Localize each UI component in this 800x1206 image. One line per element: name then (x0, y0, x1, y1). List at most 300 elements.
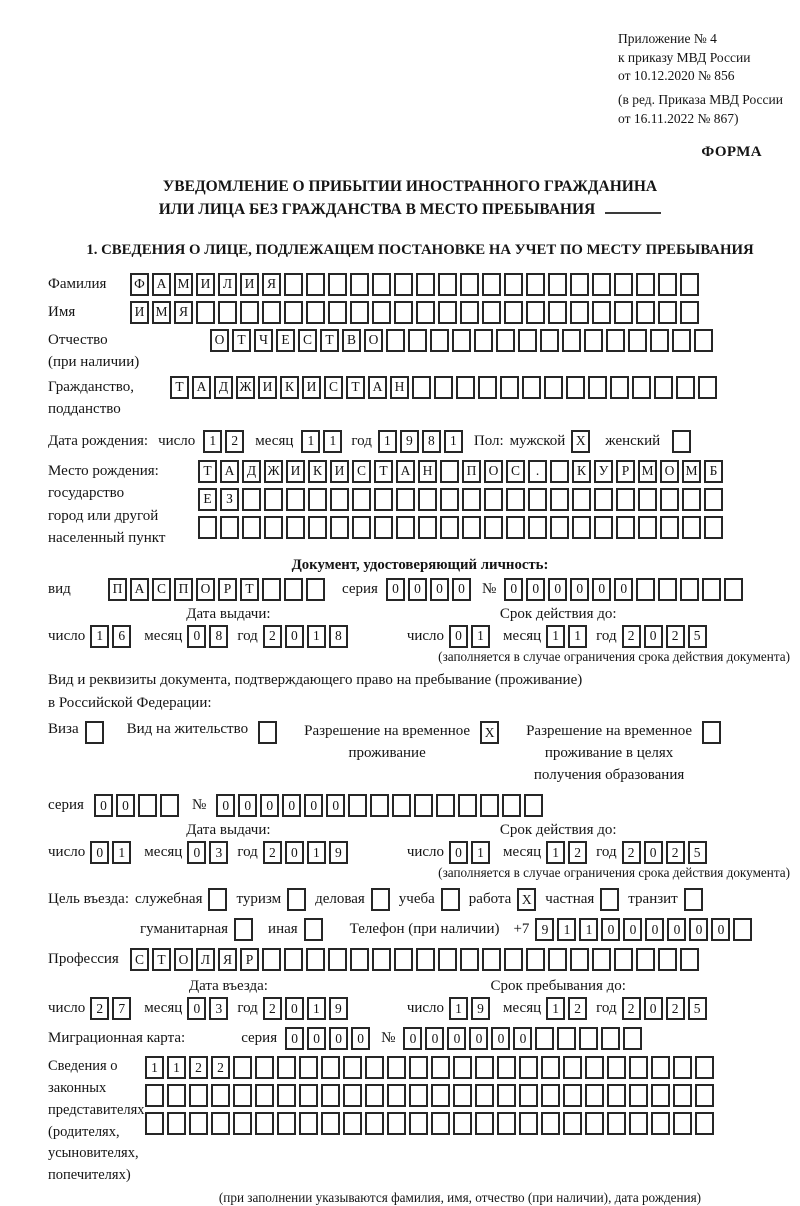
char-cell: 8 (209, 625, 228, 648)
char-cell: 0 (425, 1027, 444, 1050)
char-cell (592, 948, 611, 971)
firstname-boxes (130, 301, 702, 324)
char-cell (695, 1056, 714, 1079)
char-cell: 0 (570, 578, 589, 601)
char-cell: О (196, 578, 215, 601)
char-cell (592, 301, 611, 324)
char-cell: Б (704, 460, 723, 483)
char-cell (387, 1056, 406, 1079)
year-label: год (596, 627, 617, 644)
char-cell (438, 301, 457, 324)
year-label: год (237, 627, 258, 644)
representatives-boxes (145, 1056, 717, 1140)
char-cell (636, 301, 655, 324)
char-cell (438, 273, 457, 296)
month-label: месяц (503, 1000, 542, 1017)
char-cell: 0 (94, 794, 113, 817)
stay-month-boxes (546, 997, 590, 1020)
char-cell (431, 1056, 450, 1079)
char-cell (680, 301, 699, 324)
char-cell (680, 273, 699, 296)
char-cell: 0 (285, 997, 304, 1020)
char-cell (497, 1084, 516, 1107)
char-cell (607, 1056, 626, 1079)
char-cell (264, 488, 283, 511)
char-cell (480, 794, 499, 817)
patronymic-boxes (210, 329, 716, 352)
char-cell (85, 721, 104, 744)
char-cell: 2 (568, 997, 587, 1020)
surname-row (48, 273, 792, 296)
migration-card-row (48, 1027, 792, 1050)
char-cell (371, 888, 390, 911)
expiry-date-heading: Срок действия до: (499, 605, 617, 622)
char-cell (343, 1112, 362, 1135)
visa-checkbox (85, 721, 107, 744)
char-cell: А (130, 578, 149, 601)
year-label: год (596, 844, 617, 861)
char-cell (484, 516, 503, 539)
char-cell: Ч (254, 329, 273, 352)
char-cell (394, 948, 413, 971)
expiry-date-heading: Срок действия до: (499, 822, 617, 839)
char-cell: 0 (329, 1027, 348, 1050)
char-cell: Р (616, 460, 635, 483)
char-cell (497, 1056, 516, 1079)
char-cell (629, 1112, 648, 1135)
char-cell: 1 (579, 918, 598, 941)
char-cell (409, 1056, 428, 1079)
char-cell (704, 488, 723, 511)
char-cell: С (506, 460, 525, 483)
char-cell (365, 1056, 384, 1079)
char-cell: 0 (403, 1027, 422, 1050)
residence-expiry-year-boxes (622, 841, 710, 864)
char-cell: 2 (622, 625, 641, 648)
char-cell: С (324, 376, 343, 399)
issue-date-heading: Дата выдачи: (186, 822, 271, 839)
char-cell (566, 376, 585, 399)
char-cell (262, 301, 281, 324)
char-cell (299, 1112, 318, 1135)
char-cell (562, 329, 581, 352)
patronymic-row (48, 329, 792, 374)
char-cell (548, 273, 567, 296)
char-cell (585, 1112, 604, 1135)
profession-boxes (130, 948, 702, 971)
option-temp-residence-education (526, 721, 724, 786)
char-cell (684, 888, 703, 911)
char-cell (651, 1056, 670, 1079)
char-cell: 0 (187, 841, 206, 864)
char-cell (145, 1112, 164, 1135)
char-cell (453, 1084, 472, 1107)
purpose-business-checkbox (371, 888, 393, 911)
char-cell (695, 1112, 714, 1135)
char-cell (680, 948, 699, 971)
char-cell: 0 (447, 1027, 466, 1050)
char-cell (482, 273, 501, 296)
representatives-row3 (145, 1112, 717, 1135)
char-cell (306, 273, 325, 296)
appendix-edit-line: от 16.11.2022 № 867) (618, 110, 739, 126)
char-cell (277, 1112, 296, 1135)
birth-month-boxes (301, 430, 345, 453)
char-cell (460, 273, 479, 296)
char-cell (374, 488, 393, 511)
char-cell: 0 (469, 1027, 488, 1050)
char-cell (462, 488, 481, 511)
char-cell (409, 1084, 428, 1107)
day-label: число (406, 844, 445, 861)
char-cell: 0 (513, 1027, 532, 1050)
char-cell (409, 1112, 428, 1135)
char-cell (570, 301, 589, 324)
char-cell: 0 (667, 918, 686, 941)
char-cell: 1 (145, 1056, 164, 1079)
char-cell (233, 1084, 252, 1107)
char-cell (394, 273, 413, 296)
char-cell (606, 329, 625, 352)
char-cell: 0 (711, 918, 730, 941)
char-cell (328, 948, 347, 971)
char-cell (550, 488, 569, 511)
char-cell: К (308, 460, 327, 483)
day-label: число (48, 627, 86, 644)
purpose-humanitarian-label: гуманитарная (140, 921, 229, 938)
purpose-option-label: транзит (628, 891, 678, 908)
residence-doc-options (48, 721, 792, 786)
char-cell: М (682, 460, 701, 483)
char-cell: Н (390, 376, 409, 399)
char-cell: 0 (304, 794, 323, 817)
char-cell (365, 1084, 384, 1107)
appendix-edit-line: (в ред. Приказа МВД России (618, 91, 783, 107)
char-cell: 0 (285, 841, 304, 864)
char-cell (594, 516, 613, 539)
char-cell: К (572, 460, 591, 483)
identity-doc-dates (48, 606, 792, 648)
month-label: месяц (144, 844, 183, 861)
char-cell: С (152, 578, 171, 601)
char-cell (695, 1084, 714, 1107)
appendix-line: от 10.12.2020 № 856 (618, 68, 735, 84)
entry-dates (48, 978, 792, 1020)
char-cell (482, 948, 501, 971)
stay-until-row (407, 997, 710, 1020)
char-cell: Н (418, 460, 437, 483)
char-cell (724, 578, 743, 601)
char-cell (211, 1112, 230, 1135)
char-cell (198, 516, 217, 539)
char-cell: А (192, 376, 211, 399)
char-cell (418, 488, 437, 511)
residence-issue-day-boxes (90, 841, 134, 864)
char-cell (610, 376, 629, 399)
residence-expiry-month-boxes (546, 841, 590, 864)
char-cell: М (638, 460, 657, 483)
char-cell: 1 (546, 625, 565, 648)
residence-issue-month-boxes (187, 841, 231, 864)
char-cell: С (352, 460, 371, 483)
char-cell: 0 (449, 625, 468, 648)
char-cell (636, 273, 655, 296)
profession-label: Профессия (48, 951, 119, 968)
char-cell (475, 1084, 494, 1107)
char-cell: 0 (614, 578, 633, 601)
char-cell: X (517, 888, 536, 911)
surname-boxes (130, 273, 702, 296)
char-cell (321, 1084, 340, 1107)
entry-month-boxes (187, 997, 231, 1020)
char-cell: 2 (225, 430, 244, 453)
char-cell: А (152, 273, 171, 296)
char-cell (638, 516, 657, 539)
char-cell (167, 1112, 186, 1135)
char-cell: 0 (491, 1027, 510, 1050)
identity-doc-heading: Документ, удостоверяющий личность: (291, 556, 549, 573)
char-cell (299, 1084, 318, 1107)
char-cell (233, 1056, 252, 1079)
char-cell (592, 273, 611, 296)
char-cell (585, 1084, 604, 1107)
char-cell: Е (198, 488, 217, 511)
char-cell (430, 329, 449, 352)
day-label: число (48, 844, 86, 861)
day-label: число (406, 1000, 445, 1017)
char-cell (240, 301, 259, 324)
purpose-option-label: туризм (236, 891, 282, 908)
char-cell: 1 (307, 841, 326, 864)
char-cell: 0 (645, 918, 664, 941)
char-cell (418, 516, 437, 539)
year-label: год (351, 432, 372, 449)
char-cell (629, 1084, 648, 1107)
char-cell (408, 329, 427, 352)
char-cell (386, 329, 405, 352)
char-cell (484, 488, 503, 511)
char-cell: О (364, 329, 383, 352)
char-cell (436, 794, 455, 817)
char-cell (504, 273, 523, 296)
day-label: число (48, 1000, 86, 1017)
char-cell: 2 (666, 625, 685, 648)
expiry-year-boxes (622, 625, 710, 648)
char-cell (453, 1112, 472, 1135)
char-cell: 0 (90, 841, 109, 864)
char-cell (607, 1084, 626, 1107)
char-cell: Ж (236, 376, 255, 399)
char-cell (660, 516, 679, 539)
char-cell: X (571, 430, 590, 453)
char-cell: Я (262, 273, 281, 296)
char-cell: В (342, 329, 361, 352)
char-cell (616, 516, 635, 539)
char-cell: И (130, 301, 149, 324)
char-cell (441, 888, 460, 911)
char-cell (343, 1056, 362, 1079)
issue-month-boxes (187, 625, 231, 648)
char-cell (328, 301, 347, 324)
appendix-header (618, 30, 792, 128)
citizenship-row (48, 376, 792, 421)
char-cell (570, 948, 589, 971)
char-cell: 0 (644, 625, 663, 648)
issue-year-boxes (263, 625, 351, 648)
char-cell: 9 (535, 918, 554, 941)
char-cell: К (280, 376, 299, 399)
migration-seriya-boxes (285, 1027, 373, 1050)
char-cell (321, 1112, 340, 1135)
char-cell (563, 1056, 582, 1079)
char-cell: И (258, 376, 277, 399)
purpose-work-checkbox (517, 888, 539, 911)
char-cell (440, 488, 459, 511)
char-cell (636, 948, 655, 971)
seriya-label: серия (48, 797, 84, 814)
char-cell (548, 948, 567, 971)
char-cell (434, 376, 453, 399)
entry-year-boxes (263, 997, 351, 1020)
char-cell (306, 948, 325, 971)
char-cell (352, 488, 371, 511)
char-cell: 1 (546, 841, 565, 864)
char-cell: У (594, 460, 613, 483)
char-cell: 1 (307, 997, 326, 1020)
char-cell: 2 (263, 997, 282, 1020)
blank-underline (605, 200, 661, 214)
phone-boxes (535, 918, 755, 941)
char-cell (208, 888, 227, 911)
char-cell: П (108, 578, 127, 601)
char-cell (497, 1112, 516, 1135)
char-cell: З (220, 488, 239, 511)
char-cell (277, 1056, 296, 1079)
char-cell (482, 301, 501, 324)
char-cell: П (462, 460, 481, 483)
char-cell: 5 (688, 841, 707, 864)
char-cell: И (302, 376, 321, 399)
char-cell: Т (240, 578, 259, 601)
year-label: год (237, 844, 258, 861)
representatives-block (48, 1056, 792, 1187)
char-cell: 8 (329, 625, 348, 648)
char-cell (452, 329, 471, 352)
char-cell (638, 488, 657, 511)
char-cell: 0 (116, 794, 135, 817)
char-cell (262, 578, 281, 601)
char-cell: 1 (167, 1056, 186, 1079)
char-cell (372, 948, 391, 971)
residence-permit-label: Вид на жительство (126, 721, 249, 738)
birthdate-label: Дата рождения: (48, 432, 149, 449)
seriya-label: серия (342, 580, 378, 597)
char-cell (584, 329, 603, 352)
char-cell (306, 301, 325, 324)
purpose-other-label: иная (268, 921, 298, 938)
char-cell: А (368, 376, 387, 399)
appendix-line: к приказу МВД России (618, 49, 751, 65)
char-cell (673, 1084, 692, 1107)
char-cell (600, 888, 619, 911)
char-cell (145, 1084, 164, 1107)
purpose-option-label: работа (468, 891, 512, 908)
birthplace-row2 (198, 488, 726, 511)
char-cell: 2 (189, 1056, 208, 1079)
char-cell: Р (218, 578, 237, 601)
char-cell (682, 516, 701, 539)
char-cell: Л (218, 273, 237, 296)
option-residence-permit (127, 721, 280, 744)
temp-residence-label: Разрешение на временное проживание (304, 723, 471, 761)
char-cell: 1 (557, 918, 576, 941)
char-cell (262, 948, 281, 971)
char-cell (458, 794, 477, 817)
char-cell (392, 794, 411, 817)
expiry-date-row (407, 841, 710, 864)
purpose-tourism-checkbox (287, 888, 309, 911)
char-cell (673, 1056, 692, 1079)
char-cell: 2 (666, 997, 685, 1020)
birthplace-row1 (198, 460, 726, 483)
month-label: месяц (503, 627, 542, 644)
char-cell: И (286, 460, 305, 483)
char-cell (563, 1084, 582, 1107)
issue-date-row (48, 625, 351, 648)
char-cell (233, 1112, 252, 1135)
char-cell: 2 (568, 841, 587, 864)
char-cell: 1 (307, 625, 326, 648)
residence-nomer-boxes (216, 794, 546, 817)
char-cell (651, 1112, 670, 1135)
purpose-label: Цель въезда: (48, 891, 129, 908)
char-cell: 1 (546, 997, 565, 1020)
char-cell (519, 1112, 538, 1135)
char-cell (496, 329, 515, 352)
char-cell: Л (196, 948, 215, 971)
char-cell (242, 516, 261, 539)
identity-doc-row (48, 578, 792, 601)
year-label: год (237, 1000, 258, 1017)
day-label: число (158, 432, 196, 449)
char-cell: 2 (622, 841, 641, 864)
char-cell (672, 430, 691, 453)
char-cell: 1 (323, 430, 342, 453)
char-cell: 0 (548, 578, 567, 601)
char-cell (522, 376, 541, 399)
purpose-humanitarian-checkbox (234, 918, 256, 941)
purpose-study-checkbox (441, 888, 463, 911)
char-cell (138, 794, 157, 817)
char-cell (396, 516, 415, 539)
char-cell: 2 (263, 625, 282, 648)
char-cell (160, 794, 179, 817)
firstname-row (48, 301, 792, 324)
residence-expiry-day-boxes (449, 841, 493, 864)
char-cell (255, 1056, 274, 1079)
char-cell: 0 (307, 1027, 326, 1050)
residence-doc-intro: Вид и реквизиты документа, подтверждающего право на пребывание (проживание) в Российской Федерации: (48, 671, 583, 711)
char-cell (321, 1056, 340, 1079)
char-cell (306, 578, 325, 601)
char-cell (460, 301, 479, 324)
char-cell: 0 (601, 918, 620, 941)
char-cell: 0 (689, 918, 708, 941)
char-cell (396, 488, 415, 511)
char-cell: О (484, 460, 503, 483)
entry-date-group (48, 978, 351, 1020)
char-cell: 1 (568, 625, 587, 648)
